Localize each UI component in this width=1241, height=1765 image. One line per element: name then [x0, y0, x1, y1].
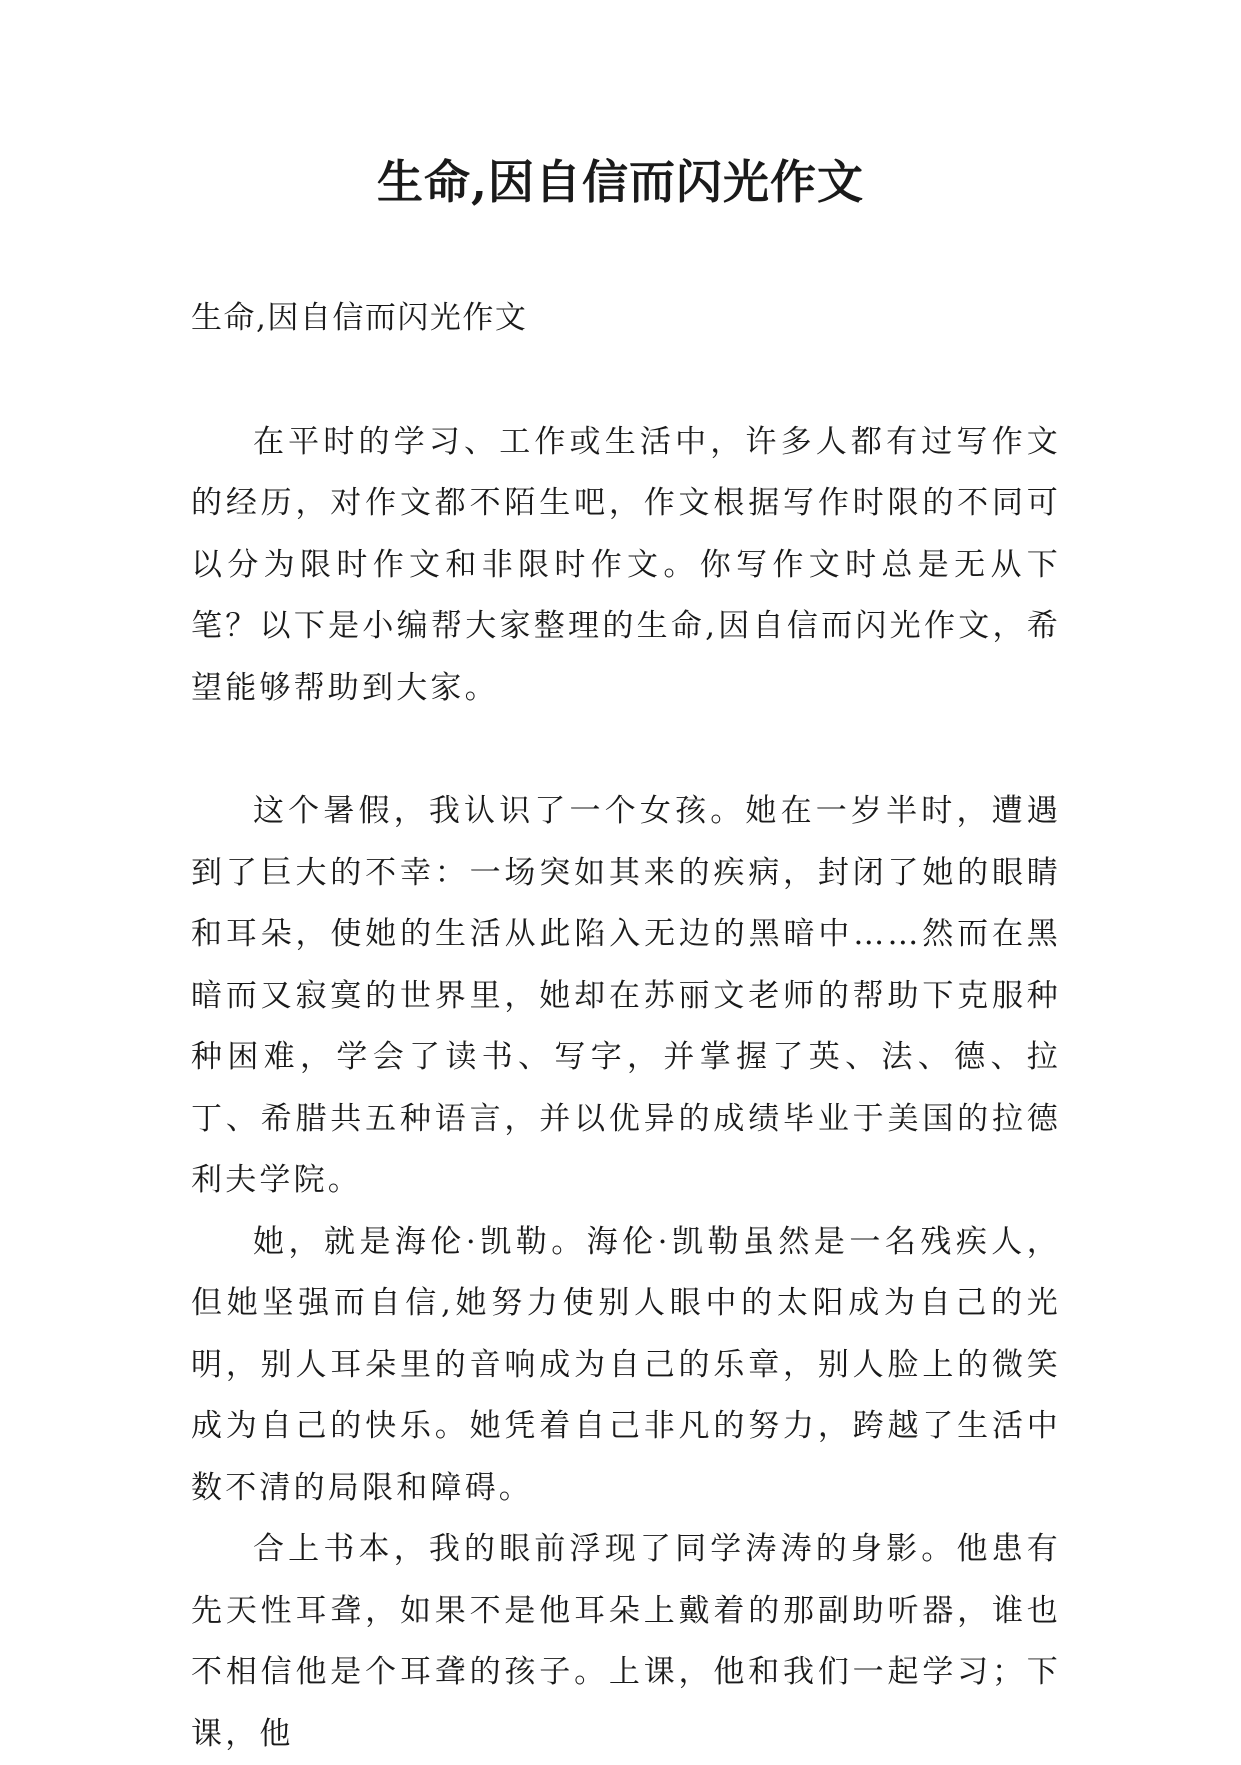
paragraph-intro: 在平时的学习、工作或生活中，许多人都有过写作文的经历，对作文都不陌生吧，作文根据写作时限的不同可以分为限时作文和非限时作文。你写作文时总是无从下笔？以下是小编帮大家整理的生命,因自信而闪光作文，希望能够帮助到大家。 — [191, 423, 1061, 706]
paragraph-taotao: 合上书本，我的眼前浮现了同学涛涛的身影。他患有先天性耳聋，如果不是他耳朵上戴着的那副助听器，谁也不相信他是个耳聋的孩子。上课，他和我们一起学习；下课，他 — [191, 1531, 1061, 1752]
paragraph-story: 这个暑假，我认识了一个女孩。她在一岁半时，遭遇到了巨大的不幸：一场突如其来的疾病，封闭了她的眼睛和耳朵，使她的生活从此陷入无边的黑暗中……然而在黑暗而又寂寞的世界里，她却在苏丽文老师的帮助下克服种种困难，学会了读书、写字，并掌握了英、法、德、拉丁、希腊共五种语言，并以优异的成绩毕业于美国的拉德利夫学院。 — [191, 793, 1061, 1198]
document-title: 生命,因自信而闪光作文 — [376, 155, 864, 209]
document-body — [191, 288, 1061, 1765]
paragraph-helen-keller: 她，就是海伦·凯勒。海伦·凯勒虽然是一名残疾人，但她坚强而自信,她努力使别人眼中的太阳成为自己的光明，别人耳朵里的音响成为自己的乐章，别人脸上的微笑成为自己的快乐。她凭着自己非凡的努力，跨越了生活中数不清的局限和障碍。 — [191, 1223, 1061, 1506]
document-subtitle: 生命,因自信而闪光作文 — [191, 300, 528, 336]
